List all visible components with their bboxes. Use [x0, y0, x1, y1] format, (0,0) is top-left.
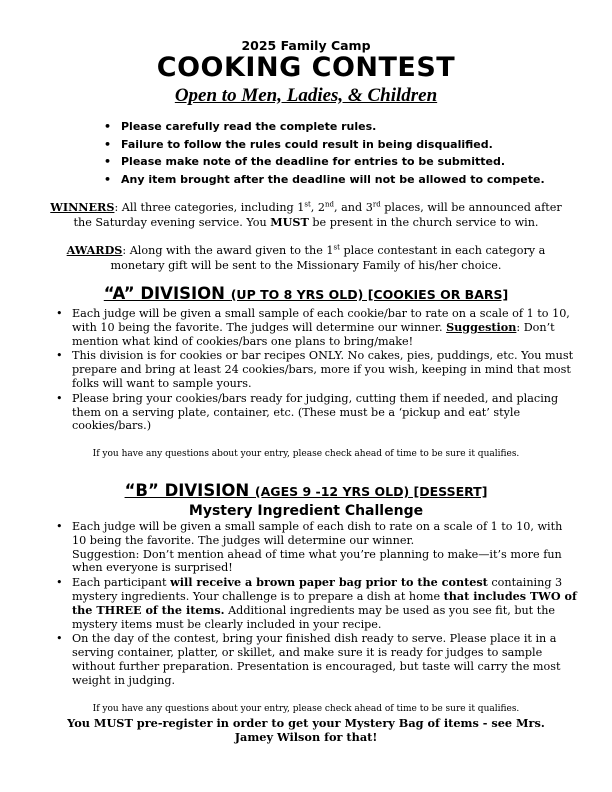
bullet-icon: •	[104, 120, 112, 133]
division-b-list	[56, 520, 580, 689]
winners-label: WINNERS	[50, 200, 115, 214]
bullet-icon: •	[104, 155, 112, 168]
bullet-icon: •	[56, 632, 63, 646]
list-item: • Each judge will be given a small sample of each dish to rate on a scale of 1 to 10, with 10 being the favorite. The judges will determine our winner. Suggestion: Don’t mention ahead of time what you’re planning to make—it’s more fun when everyone is surprised!	[56, 520, 563, 575]
division-b-subheading: Mystery Ingredient Challenge	[188, 503, 424, 519]
page-subtitle: Open to Men, Ladies, & Children	[174, 85, 438, 106]
bullet-icon: •	[104, 137, 112, 151]
division-b-heading: “B” DIVISION (AGES 9 -12 YRS OLD) [DESSERT]	[124, 481, 488, 500]
list-item: • Please bring your cookies/bars ready for judging, cutting them if needed, and placing them on a serving plate, container, etc. (These must be a ‘pickup and eat’ style cookies/bars.)	[56, 391, 559, 433]
rule-item: • Please make note of the deadline for entries to be submitted.	[104, 153, 564, 171]
event-pretitle: 2025 Family Camp	[241, 38, 371, 53]
bullet-icon: •	[56, 307, 63, 320]
awards-paragraph: AWARDS: Along with the award given to the 1st place contestant in each category a monetary gift will be sent to the Missionary Family of his/her choice.	[66, 243, 546, 272]
awards-label: AWARDS	[66, 243, 123, 257]
list-item: • This division is for cookies or bar recipes ONLY. No cakes, pies, puddings, etc. You must prepare and bring at least 24 cookies/bars, more if you wish, keeping in mind that most folks will want to sample yours.	[56, 349, 574, 390]
bullet-icon: •	[56, 349, 63, 363]
division-a-note: If you have any questions about your entry, please check ahead of time to be sure it qualifies.	[92, 449, 520, 459]
rule-item: • Any item brought after the deadline will not be allowed to compete.	[104, 171, 564, 189]
bullet-icon: •	[104, 172, 112, 186]
bullet-icon: •	[56, 520, 63, 533]
list-item: • Each judge will be given a small sample of each cookie/bar to rate on a scale of 1 to 10, with 10 being the favorite. The judges will determine our winner. Suggestion: Don’t mention what kind of cookies/bars one plans to bring/make!	[56, 307, 570, 348]
division-a-heading: “A” DIVISION (UP TO 8 YRS OLD) [COOKIES OR BARS]	[103, 284, 509, 303]
list-item: • Each participant will receive a brown paper bag prior to the contest containing 3 mystery ingredients. Your challenge is to prepare a dish at home that includes TWO of the THREE of the items. Additional ingredients may be used as you see fit, but the mystery items must be clearly included in your recipe.	[56, 575, 577, 631]
page-title: COOKING CONTEST	[156, 52, 456, 83]
bullet-icon: •	[56, 391, 63, 405]
rule-item: • Please carefully read the complete rules.	[104, 118, 564, 136]
division-b-note: If you have any questions about your entry, please check ahead of time to be sure it qualifies.	[92, 704, 520, 714]
list-item: • On the day of the contest, bring your finished dish ready to serve. Please place it in a serving container, platter, or skillet, and make sure it is ready for judges to sample without further preparation. Presentation is encouraged, but taste will carry the most weight in judging.	[56, 632, 561, 687]
rule-item: • Failure to follow the rules could result in being disqualified.	[104, 136, 564, 154]
division-a-list	[56, 307, 580, 434]
bullet-icon: •	[56, 576, 63, 590]
rules-list	[104, 118, 564, 188]
preregister-notice: You MUST pre-register in order to get your Mystery Bag of items - see Mrs. Jamey Wilson for that!	[67, 716, 545, 744]
winners-paragraph: WINNERS: All three categories, including 1st, 2nd, and 3rd places, will be announced after the Saturday evening service. You MUST be present in the church service to win.	[50, 200, 562, 229]
